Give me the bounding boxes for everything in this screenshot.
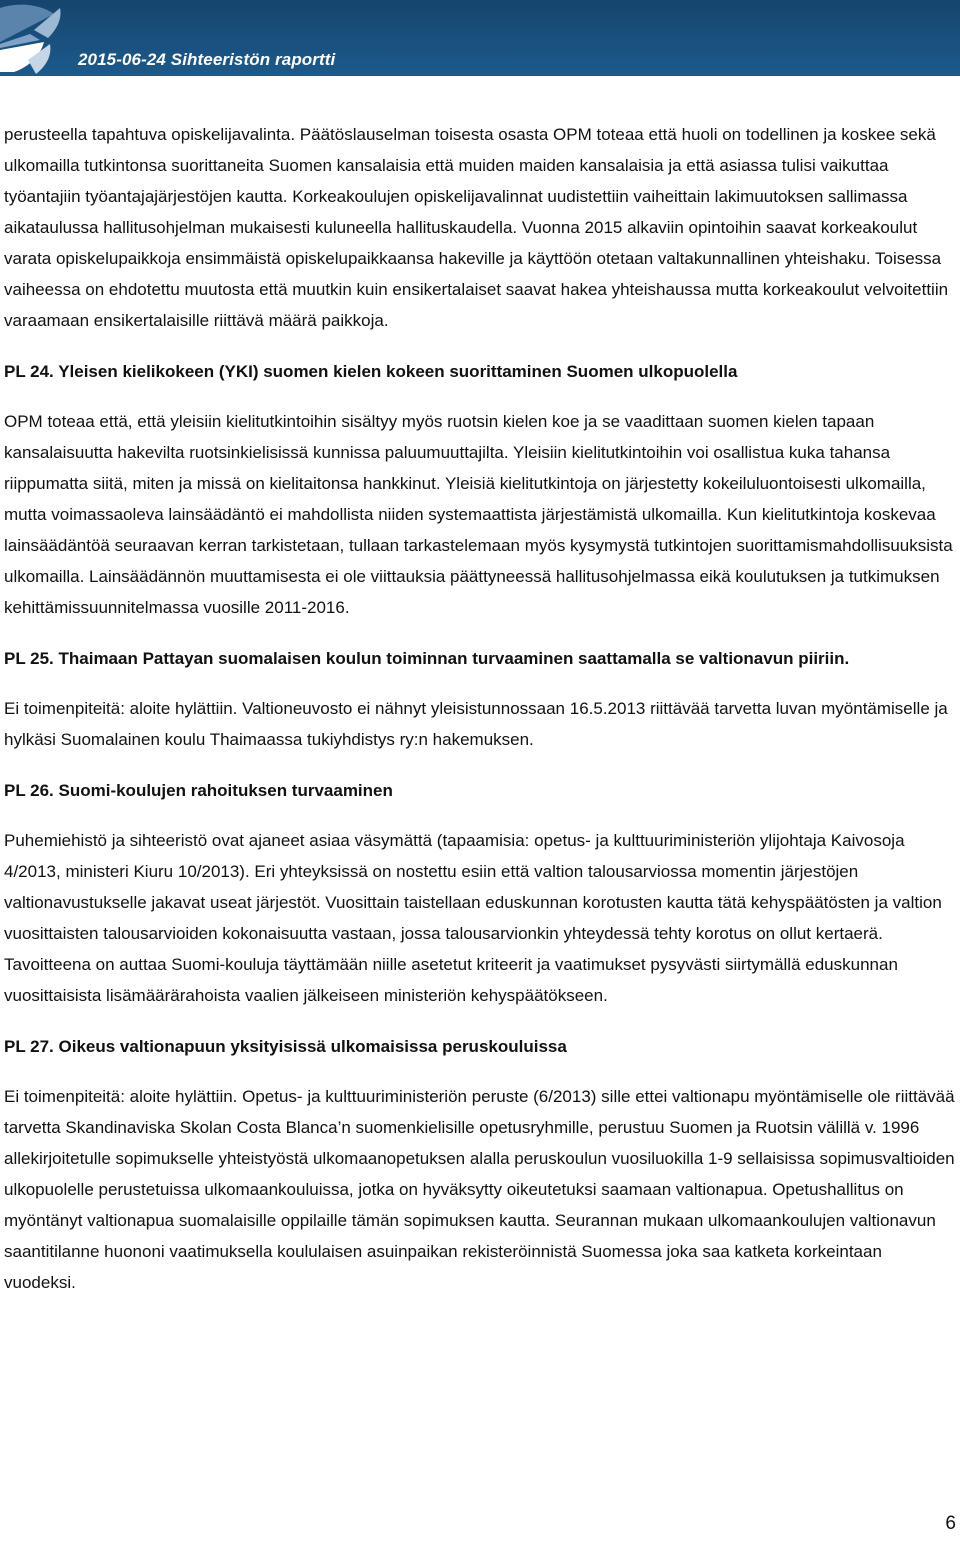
section-heading-pl24: PL 24. Yleisen kielikokeen (YKI) suomen kielen kokeen suorittaminen Suomen ulkopuolella [4, 362, 738, 381]
globe-segments-icon [0, 0, 72, 76]
section-heading-pl25: PL 25. Thaimaan Pattayan suomalaisen koulun toiminnan turvaaminen saattamalla se valtionavun piiriin. [4, 649, 850, 668]
section-text-pl26: Puhemiehistö ja sihteeristö ovat ajaneet asiaa väsymättä (tapaamisia: opetus- ja kulttuuriministeriön ylijohtaja Kaivosoja 4/2013, ministeri Kiuru 10/2013). Eri yhteyksissä on nostettu esiin että valtion talousarviossa momentin järjestöjen valtionavustukselle jakavat useat järjestöt. Vuosittain taistellaan eduskunnan korotusten kautta tätä kehyspäätösten ja valtion vuosittaisten talousarvioiden kokonaisuutta vastaan, jossa talousarvionkin yhteydessä tehty korotus on ollut kertaerä. Tavoitteena on auttaa Suomi-kouluja täyttämään niille asetetut kriteerit ja vaatimukset pysyvästi siirtymällä eduskunnan vuosittaisista lisämäärärahoista vaalien jälkeiseen ministeriön kehyspäätökseen. [4, 831, 942, 1005]
section-text-pl27: Ei toimenpiteitä: aloite hylättiin. Opetus- ja kulttuuriministeriön peruste (6/2013) sille ettei valtionapu myöntämiselle ole riittävää tarvetta Skandinaviska Skolan Costa Blanca’n suomenkielisille opetusryhmille, perustuu Suomen ja Ruotsin välillä v. 1996 allekirjoitetulle sopimukselle yhteistyöstä ulkomaanopetuksen alalla peruskoulun vuosiluokilla 1-9 sellaisissa sopimusvaltioiden ulkopuolelle perustetuissa ulkomaankouluissa, jotka on hyväksytty oikeutetuksi saamaan valtionapua. Opetushallitus on myöntänyt valtionapua suomalaisille oppilaille tämän sopimuksen kautta. Seurannan mukaan ulkomaankoulujen valtionavun saantitilanne huononi vaatimuksella koululaisen asuinpaikan rekisteröinnistä Suomessa joka saa katketa korkeintaan vuodeksi. [4, 1087, 955, 1292]
report-title: 2015-06-24 Sihteeristön raportti [78, 50, 336, 69]
section-text-pl24: OPM toteaa että, että yleisiin kielitutkintoihin sisältyy myös ruotsin kielen koe ja se vaadittaan suomen kielen tapaan kansalaisuutta hakevilta ruotsinkielisissä kunnissa paluumuuttajilta. Yleisiin kielitutkintoihin voi osallistua kuka tahansa riippumatta siitä, miten ja missä on kielitaitonsa hankkinut. Yleisiä kielitutkintoja on järjestetty kokeiluluontoisesti ulkomailla, mutta voimassaoleva lainsäädäntö ei mahdollista niiden systemaattista järjestämistä ulkomailla. Kun kielitutkintoja koskevaa lainsäädäntöä seuraavan kerran tarkistetaan, tullaan tarkastelemaan myös kysymystä tutkintojen suorittamismahdollisuuksista ulkomailla. Lainsäädännön muuttamisesta ei ole viittauksia päättyneessä hallitusohjelmassa eikä koulutuksen ja tutkimuksen kehittämissuunnitelmassa vuosille 2011-2016. [4, 412, 953, 617]
section-heading-pl27: PL 27. Oikeus valtionapuun yksityisissä ulkomaisissa peruskouluissa [4, 1037, 567, 1056]
page-number: 6 [945, 1513, 956, 1534]
intro-paragraph: perusteella tapahtuva opiskelijavalinta. Päätöslauselman toisesta osasta OPM toteaa että huoli on todellinen ja koskee sekä ulkomailla tutkintonsa suorittaneita Suomen kansalaisia että muiden maiden kansalaisia ja että asiassa tulisi vaikuttaa työantajiin työantajajärjestöjen kautta. Korkeakoulujen opiskelijavalinnat uudistettiin vaiheittain lakimuutoksen sallimassa aikataulussa hallitusohjelman mukaisesti kuluneella hallituskaudella. Vuonna 2015 alkaviin opintoihin saavat korkeakoulut varata opiskelupaikkoja ensimmäistä opiskelupaikkaansa hakeville ja käyttöön otetaan valtakunnallinen yhteishaku. Toisessa vaiheessa on ehdotettu muutosta että muutkin kuin ensikertalaiset saavat hakea yhteishaussa mutta korkeakoulut velvoitettiin varaamaan ensikertalaisille riittävä määrä paikkoja. [4, 125, 949, 330]
section-heading-pl26: PL 26. Suomi-koulujen rahoituksen turvaaminen [4, 781, 393, 800]
document-body [4, 119, 958, 1298]
section-text-pl25: Ei toimenpiteitä: aloite hylättiin. Valtioneuvosto ei nähnyt yleisistunnossaan 16.5.2013 riittävää tarvetta luvan myöntämiselle ja hylkäsi Suomalainen koulu Thaimaassa tukiyhdistys ry:n hakemuksen. [4, 699, 948, 749]
